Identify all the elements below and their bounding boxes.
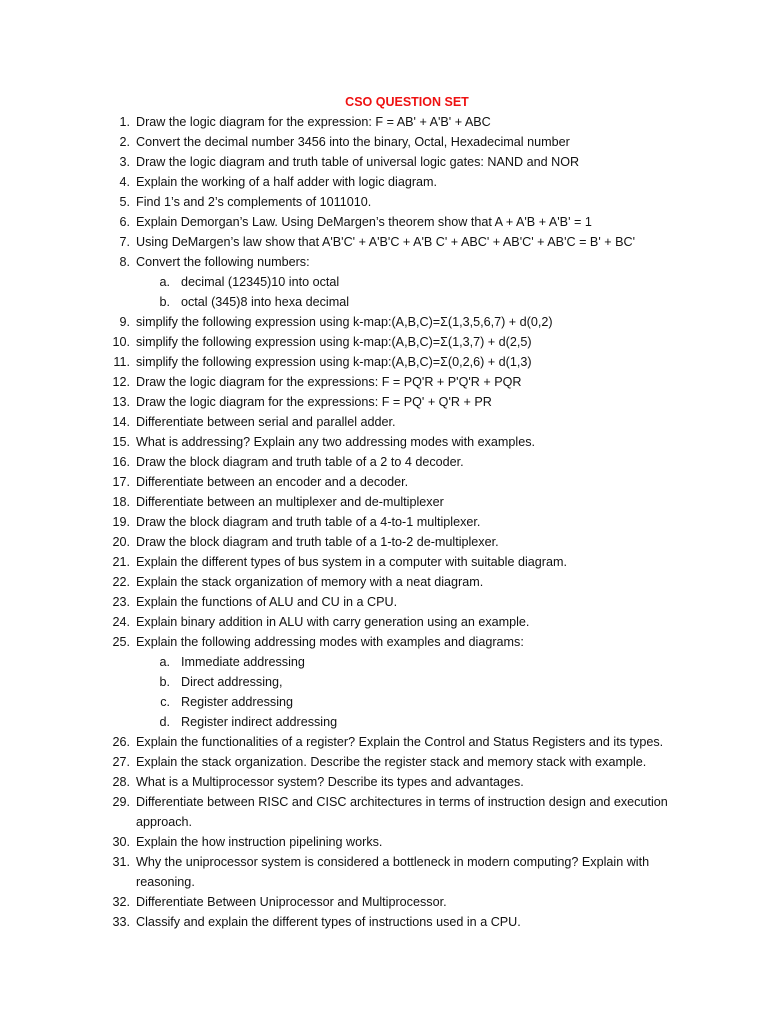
sub-question-item <box>0 652 768 672</box>
question-text: Explain the stack organization of memory with a neat diagram. <box>136 575 484 589</box>
question-item <box>0 632 768 652</box>
question-item <box>0 172 768 192</box>
question-number: 26. <box>112 735 130 749</box>
question-text: Explain the functionalities of a register? Explain the Control and Status Registers and its types. <box>136 735 664 749</box>
sub-question-item <box>0 672 768 692</box>
question-item <box>0 612 768 632</box>
question-item <box>0 372 768 392</box>
question-number: 2. <box>119 135 130 149</box>
question-number: 30. <box>112 835 130 849</box>
sub-question-letter: d. <box>159 715 170 729</box>
question-number: 21. <box>112 555 130 569</box>
question-item <box>0 232 768 252</box>
question-text: Explain the functions of ALU and CU in a CPU. <box>136 595 398 609</box>
question-number: 17. <box>112 475 130 489</box>
question-number: 7. <box>119 235 130 249</box>
question-item <box>0 492 768 512</box>
question-number: 19. <box>112 515 130 529</box>
question-item <box>0 552 768 572</box>
question-text: simplify the following expression using k-map:(A,B,C)=Σ(1,3,7) + d(2,5) <box>136 335 532 349</box>
question-number: 24. <box>112 615 130 629</box>
question-text: Differentiate between RISC and CISC architectures in terms of instruction design and execution <box>136 795 668 809</box>
question-text: Draw the block diagram and truth table of a 1-to-2 de-multiplexer. <box>136 535 499 549</box>
question-text: Draw the logic diagram for the expressions: F = PQ' + Q'R + PR <box>136 395 492 409</box>
sub-question-letter: a. <box>159 275 170 289</box>
sub-question-item <box>0 712 768 732</box>
question-continuation <box>0 872 768 892</box>
question-item <box>0 792 768 812</box>
question-number: 20. <box>112 535 130 549</box>
question-text: Find 1’s and 2’s complements of 1011010. <box>136 195 372 209</box>
question-text: reasoning. <box>136 875 195 889</box>
question-item <box>0 152 768 172</box>
question-text: Why the uniprocessor system is considered a bottleneck in modern computing? Explain with <box>136 855 650 869</box>
question-text: Immediate addressing <box>181 655 305 669</box>
question-text: Draw the logic diagram and truth table of universal logic gates: NAND and NOR <box>136 155 580 169</box>
question-text: Differentiate Between Uniprocessor and Multiprocessor. <box>136 895 447 909</box>
question-item <box>0 852 768 872</box>
question-item <box>0 212 768 232</box>
question-number: 22. <box>112 575 130 589</box>
question-number: 16. <box>112 455 130 469</box>
question-text: simplify the following expression using k-map:(A,B,C)=Σ(0,2,6) + d(1,3) <box>136 355 532 369</box>
question-item <box>0 752 768 772</box>
question-text: Convert the decimal number 3456 into the binary, Octal, Hexadecimal number <box>136 135 570 149</box>
question-text: Explain the different types of bus system in a computer with suitable diagram. <box>136 555 567 569</box>
question-number: 32. <box>112 895 130 909</box>
question-text: Explain Demorgan’s Law. Using DeMargen’s theorem show that A + A'B + A'B' = 1 <box>136 215 592 229</box>
question-number: 8. <box>119 255 130 269</box>
question-item <box>0 112 768 132</box>
question-text: octal (345)8 into hexa decimal <box>181 295 350 309</box>
question-item <box>0 892 768 912</box>
question-text: Classify and explain the different types of instructions used in a CPU. <box>136 915 521 929</box>
question-item <box>0 192 768 212</box>
question-item <box>0 252 768 272</box>
question-text: Draw the logic diagram for the expression: F = AB' + A'B' + ABC <box>136 115 491 129</box>
question-number: 13. <box>112 395 130 409</box>
question-item <box>0 352 768 372</box>
page-title: CSO QUESTION SET <box>345 95 469 109</box>
question-item <box>0 912 768 932</box>
question-text: Convert the following numbers: <box>136 255 310 269</box>
question-item <box>0 452 768 472</box>
question-text: decimal (12345)10 into octal <box>181 275 340 289</box>
question-text: Draw the block diagram and truth table of a 4-to-1 multiplexer. <box>136 515 481 529</box>
question-number: 10. <box>112 335 130 349</box>
question-number: 18. <box>112 495 130 509</box>
question-item <box>0 472 768 492</box>
question-text: Direct addressing, <box>181 675 283 689</box>
question-number: 33. <box>112 915 130 929</box>
question-number: 11. <box>113 355 130 369</box>
question-item <box>0 412 768 432</box>
question-number: 25. <box>112 635 130 649</box>
question-item <box>0 392 768 412</box>
question-text: simplify the following expression using k-map:(A,B,C)=Σ(1,3,5,6,7) + d(0,2) <box>136 315 553 329</box>
sub-question-letter: c. <box>160 695 170 709</box>
question-item <box>0 772 768 792</box>
sub-question-item <box>0 272 768 292</box>
question-number: 4. <box>119 175 130 189</box>
question-number: 14. <box>112 415 130 429</box>
question-list <box>0 112 768 932</box>
question-number: 12. <box>112 375 130 389</box>
question-text: approach. <box>136 815 193 829</box>
question-number: 6. <box>119 215 130 229</box>
question-item <box>0 512 768 532</box>
question-text: What is addressing? Explain any two addressing modes with examples. <box>136 435 536 449</box>
question-item <box>0 132 768 152</box>
question-number: 27. <box>112 755 130 769</box>
question-number: 3. <box>119 155 130 169</box>
question-text: Explain binary addition in ALU with carry generation using an example. <box>136 615 530 629</box>
sub-question-item <box>0 692 768 712</box>
question-text: Draw the block diagram and truth table of a 2 to 4 decoder. <box>136 455 464 469</box>
question-item <box>0 832 768 852</box>
question-item <box>0 592 768 612</box>
sub-question-letter: b. <box>159 295 170 309</box>
question-text: Register addressing <box>181 695 294 709</box>
question-number: 15. <box>112 435 130 449</box>
question-number: 28. <box>112 775 130 789</box>
sub-question-letter: b. <box>159 675 170 689</box>
question-number: 23. <box>112 595 130 609</box>
question-text: Using DeMargen’s law show that A'B'C' + A'B'C + A'B C' + ABC' + AB'C' + AB'C = B' + BC' <box>136 235 635 249</box>
question-text: Draw the logic diagram for the expressions: F = PQ'R + P'Q'R + PQR <box>136 375 522 389</box>
question-text: Explain the following addressing modes with examples and diagrams: <box>136 635 524 649</box>
question-text: Differentiate between an encoder and a decoder. <box>136 475 409 489</box>
question-text: What is a Multiprocessor system? Describe its types and advantages. <box>136 775 524 789</box>
question-item <box>0 532 768 552</box>
question-item <box>0 332 768 352</box>
question-item <box>0 312 768 332</box>
question-number: 29. <box>112 795 130 809</box>
question-item <box>0 432 768 452</box>
question-item <box>0 732 768 752</box>
question-text: Explain the stack organization. Describe the register stack and memory stack with example. <box>136 755 647 769</box>
question-continuation <box>0 812 768 832</box>
question-text: Differentiate between serial and parallel adder. <box>136 415 396 429</box>
sub-question-letter: a. <box>159 655 170 669</box>
question-number: 31. <box>112 855 130 869</box>
sub-question-item <box>0 292 768 312</box>
question-number: 5. <box>119 195 130 209</box>
question-text: Explain the how instruction pipelining works. <box>136 835 383 849</box>
question-text: Explain the working of a half adder with logic diagram. <box>136 175 438 189</box>
question-number: 1. <box>119 115 130 129</box>
question-item <box>0 572 768 592</box>
question-text: Differentiate between an multiplexer and de-multiplexer <box>136 495 444 509</box>
question-number: 9. <box>119 315 130 329</box>
question-text: Register indirect addressing <box>181 715 338 729</box>
